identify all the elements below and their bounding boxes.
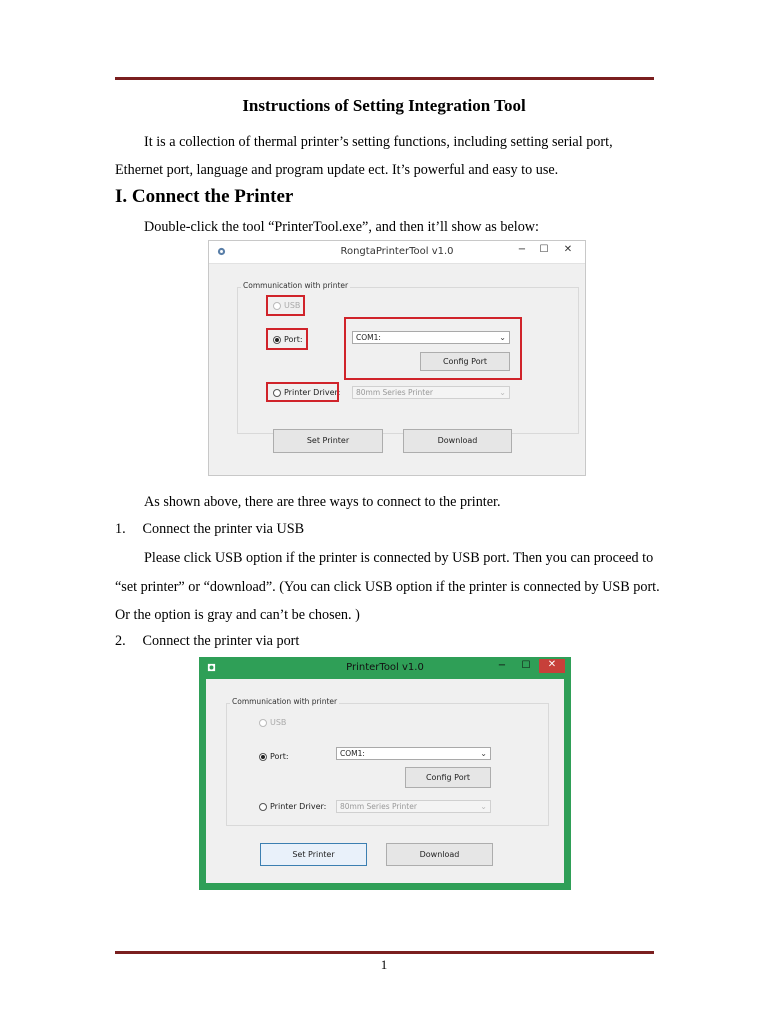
driver-value: 80mm Series Printer <box>340 802 417 811</box>
window-client <box>210 264 584 474</box>
usb-radio[interactable] <box>259 718 286 727</box>
chevron-down-icon: ⌄ <box>499 388 506 397</box>
port-label: Port: <box>270 752 289 761</box>
printer-driver-select[interactable] <box>336 800 491 813</box>
radio-icon <box>259 719 267 727</box>
group-label: Communication with printer <box>232 697 338 706</box>
list-item-number: 2. <box>115 633 126 649</box>
window-client <box>206 679 564 883</box>
intro-paragraph: It is a collection of thermal printer’s setting functions, including setting serial port, Ethernet port, language and program update ect. It’s powerful and easy to use. <box>115 134 613 178</box>
screenshot-rongta-printer-tool <box>208 240 586 476</box>
page-number: 1 <box>380 957 388 972</box>
maximize-button[interactable]: ☐ <box>539 244 549 255</box>
printer-driver-highlight <box>266 382 339 402</box>
window-title: RongtaPrinterTool v1.0 <box>340 246 454 257</box>
port-value: COM1: <box>340 749 365 758</box>
set-printer-button[interactable]: Set Printer <box>260 843 367 866</box>
printer-driver-label: Printer Driver: <box>270 802 327 811</box>
config-port-button[interactable]: Config Port <box>420 352 510 371</box>
port-settings-highlight <box>344 317 522 380</box>
radio-icon <box>259 753 267 761</box>
list-item-1 <box>115 521 304 538</box>
list-item-text: Connect the printer via port <box>142 633 300 649</box>
three-ways-paragraph: As shown above, there are three ways to connect to the printer. <box>144 494 501 510</box>
maximize-button[interactable]: ☐ <box>521 660 531 671</box>
list-item-text: Connect the printer via USB <box>142 521 305 537</box>
list-item-number: 1. <box>115 521 126 537</box>
title-bar <box>199 657 571 679</box>
download-button[interactable]: Download <box>403 429 512 453</box>
port-value: COM1: <box>356 333 381 342</box>
window-title: PrinterTool v1.0 <box>346 662 424 673</box>
port-radio[interactable] <box>259 752 289 761</box>
port-select[interactable] <box>336 747 491 760</box>
document-title: Instructions of Setting Integration Tool <box>242 96 526 115</box>
title-bar <box>209 241 585 264</box>
port-label: Port: <box>284 335 303 344</box>
chevron-down-icon: ⌄ <box>480 749 487 758</box>
usb-label: USB <box>270 718 287 727</box>
printer-driver-label: Printer Driver: <box>284 388 341 397</box>
download-button[interactable]: Download <box>386 843 493 866</box>
section-heading: I. Connect the Printer <box>115 186 294 207</box>
list-item-2 <box>115 633 299 650</box>
close-button[interactable]: ✕ <box>539 659 565 673</box>
printer-driver-radio[interactable] <box>259 802 326 811</box>
minimize-button[interactable]: − <box>517 244 527 255</box>
close-button[interactable]: ✕ <box>563 244 573 255</box>
printer-driver-select[interactable] <box>352 386 510 399</box>
set-printer-button[interactable]: Set Printer <box>273 429 383 453</box>
double-click-paragraph: Double-click the tool “PrinterTool.exe”, and then it’ll show as below: <box>144 219 539 235</box>
usb-label: USB <box>284 301 301 310</box>
radio-icon <box>259 803 267 811</box>
footer-rule <box>115 951 654 954</box>
screenshot-printer-tool <box>199 657 571 890</box>
usb-explanation-paragraph: Please click USB option if the printer is connected by USB port. Then you can proceed to “set printer” or “download”. (You can click USB option if the printer is connected by USB port. Or the option is gray and can’t be chosen. ) <box>115 550 660 623</box>
chevron-down-icon: ⌄ <box>499 333 506 342</box>
usb-highlight <box>266 295 305 316</box>
minimize-button[interactable]: − <box>497 660 507 671</box>
chevron-down-icon: ⌄ <box>480 802 487 811</box>
header-rule <box>115 77 654 80</box>
driver-value: 80mm Series Printer <box>356 388 433 397</box>
config-port-button[interactable]: Config Port <box>405 767 491 788</box>
port-highlight <box>266 328 308 350</box>
group-label: Communication with printer <box>243 281 349 290</box>
